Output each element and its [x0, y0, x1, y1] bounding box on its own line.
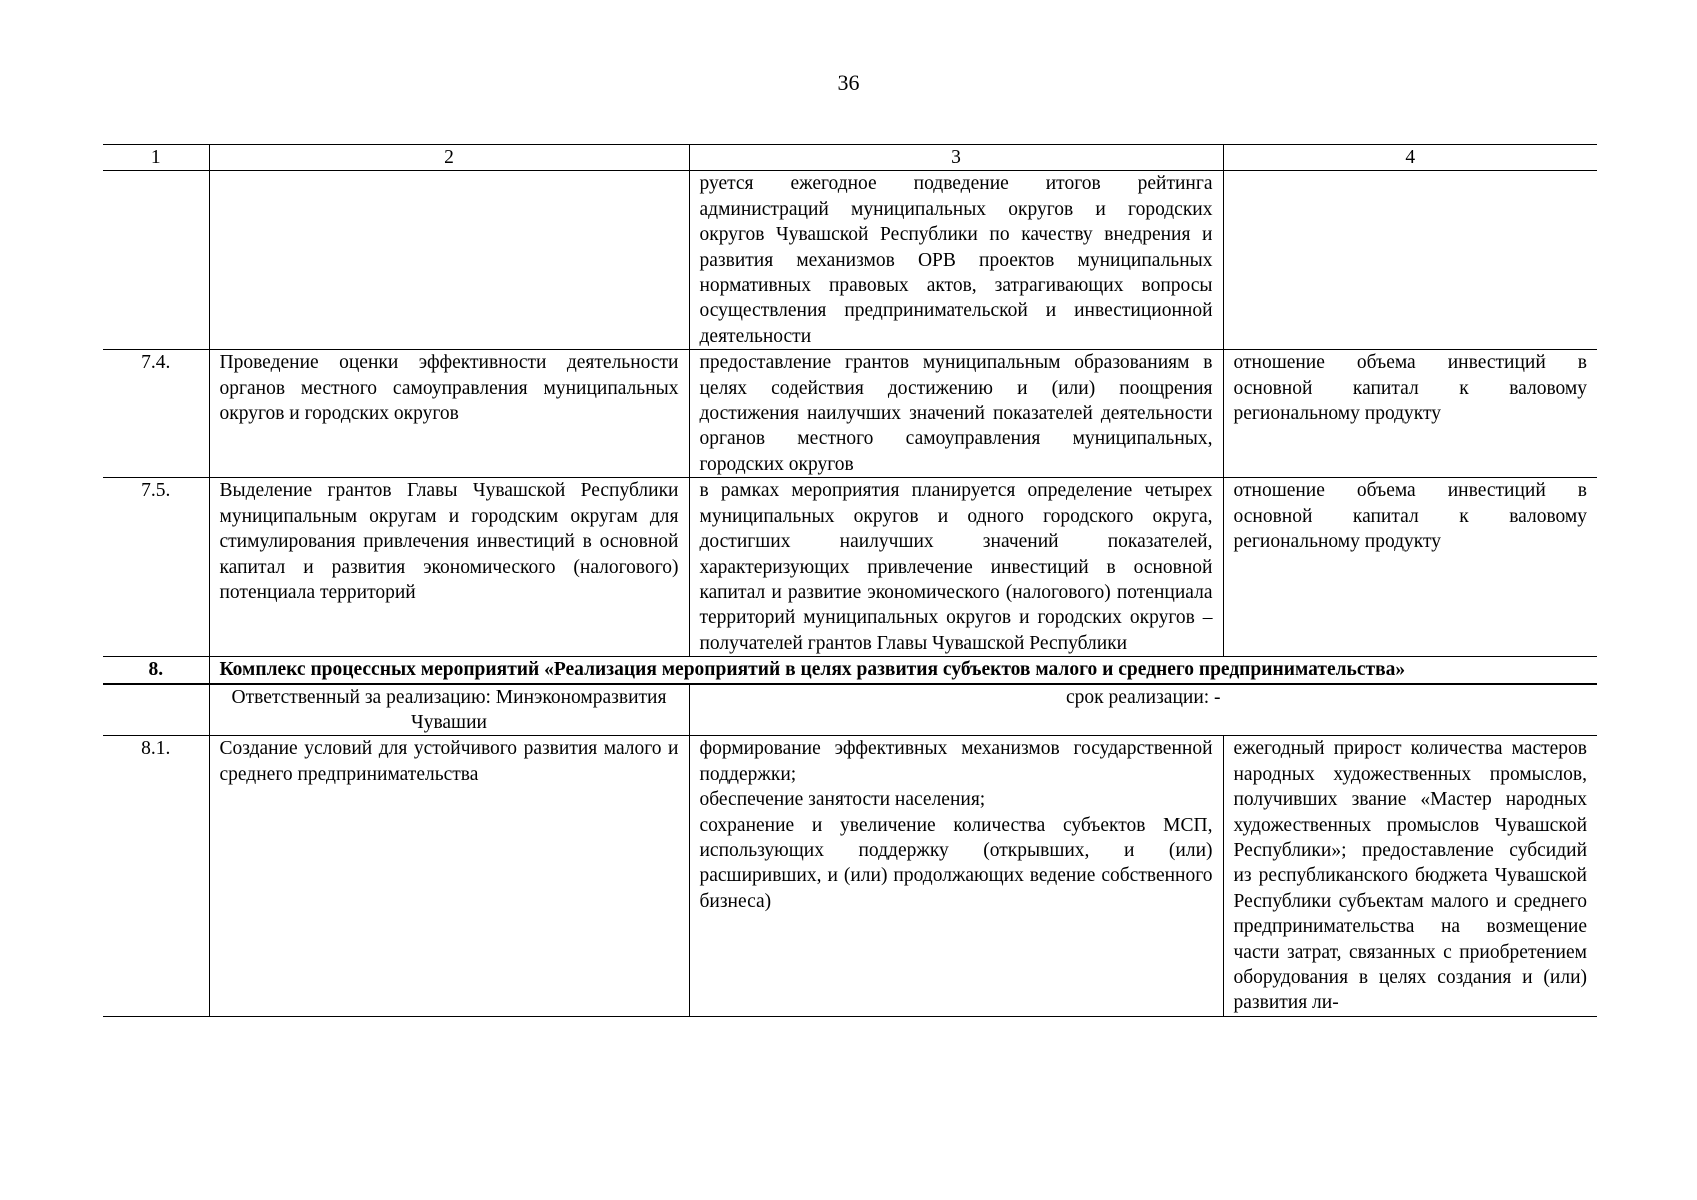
row-number: 8.1.: [103, 736, 209, 1016]
row-description: Выделение грантов Главы Чувашской Республики муниципальным округам и городским округам для стимулирования привлечения инвестиций в основной капитал и развития экономического (налогового) потенциала территорий: [209, 478, 689, 657]
row-expected-results: [689, 736, 1223, 1016]
column-header: 1: [103, 145, 209, 171]
responsible-row: [103, 684, 1597, 736]
table-row: [103, 350, 1597, 478]
responsible-executor: Ответственный за реализацию: Минэкономразвития Чувашии: [209, 684, 689, 736]
row-description: [209, 171, 689, 350]
document-table: [103, 144, 1597, 1017]
table-row: [103, 736, 1597, 1016]
row-indicator: ежегодный прирост количества мастеров народных художественных промыслов, получивших звание «Мастер народных художественных промыслов Чувашской Республики»; предоставление субсидий из республиканского бюджета Чувашской Республики субъектам малого и среднего предпринимательства на возмещение части затрат, связанных с приобретением оборудования в целях создания и (или) развития ли-: [1223, 736, 1597, 1016]
row-number: 7.4.: [103, 350, 209, 478]
row-description: Создание условий для устойчивого развития малого и среднего предпринимательства: [209, 736, 689, 1016]
table-row: [103, 478, 1597, 657]
page-number: 36: [837, 70, 860, 95]
section-number: 8.: [103, 657, 209, 684]
result-line: сохранение и увеличение количества субъектов МСП, использующих поддержку (открывших, и (или) расширивших, и (или) продолжающих ведение собственного бизнеса): [699, 814, 1213, 912]
responsible-empty-cell: [103, 684, 209, 736]
column-header: 3: [689, 145, 1223, 171]
row-number: 7.5.: [103, 478, 209, 657]
row-indicator: [1223, 171, 1597, 350]
row-expected-results: предоставление грантов муниципальным образованиям в целях содействия достижению и (или) поощрения достижения наилучших значений показателей деятельности органов местного самоуправления муниципальных, городских округов: [689, 350, 1223, 478]
section-title: Комплекс процессных мероприятий «Реализация мероприятий в целях развития субъектов малого и среднего предпринимательства»: [209, 657, 1597, 684]
table-row: [103, 171, 1597, 350]
implementation-term: срок реализации: -: [689, 684, 1597, 736]
row-description: Проведение оценки эффективности деятельности органов местного самоуправления муниципальных округов и городских округов: [209, 350, 689, 478]
section-header-row: [103, 657, 1597, 684]
row-expected-results: руется ежегодное подведение итогов рейтинга администраций муниципальных округов и городских округов Чувашской Республики по качеству внедрения и развития механизмов ОРВ проектов муниципальных нормативных правовых актов, затрагивающих вопросы осуществления предпринимательской и инвестиционной деятельности: [689, 171, 1223, 350]
row-indicator: отношение объема инвестиций в основной капитал к валовому региональному продукту: [1223, 478, 1597, 657]
result-line: формирование эффективных механизмов государственной поддержки;: [699, 738, 1213, 785]
row-indicator: отношение объема инвестиций в основной капитал к валовому региональному продукту: [1223, 350, 1597, 478]
row-number: [103, 171, 209, 350]
result-line: обеспечение занятости населения;: [699, 789, 986, 811]
column-header: 4: [1223, 145, 1597, 171]
column-header: 2: [209, 145, 689, 171]
row-expected-results: в рамках мероприятия планируется определение четырех муниципальных округов и одного городского округа, достигших наилучших значений показателей, характеризующих привлечение инвестиций в основной капитал и развитие экономического (налогового) потенциала территорий муниципальных округов и городских округов – получателей грантов Главы Чувашской Республики: [689, 478, 1223, 657]
table-header-row: [103, 145, 1597, 171]
